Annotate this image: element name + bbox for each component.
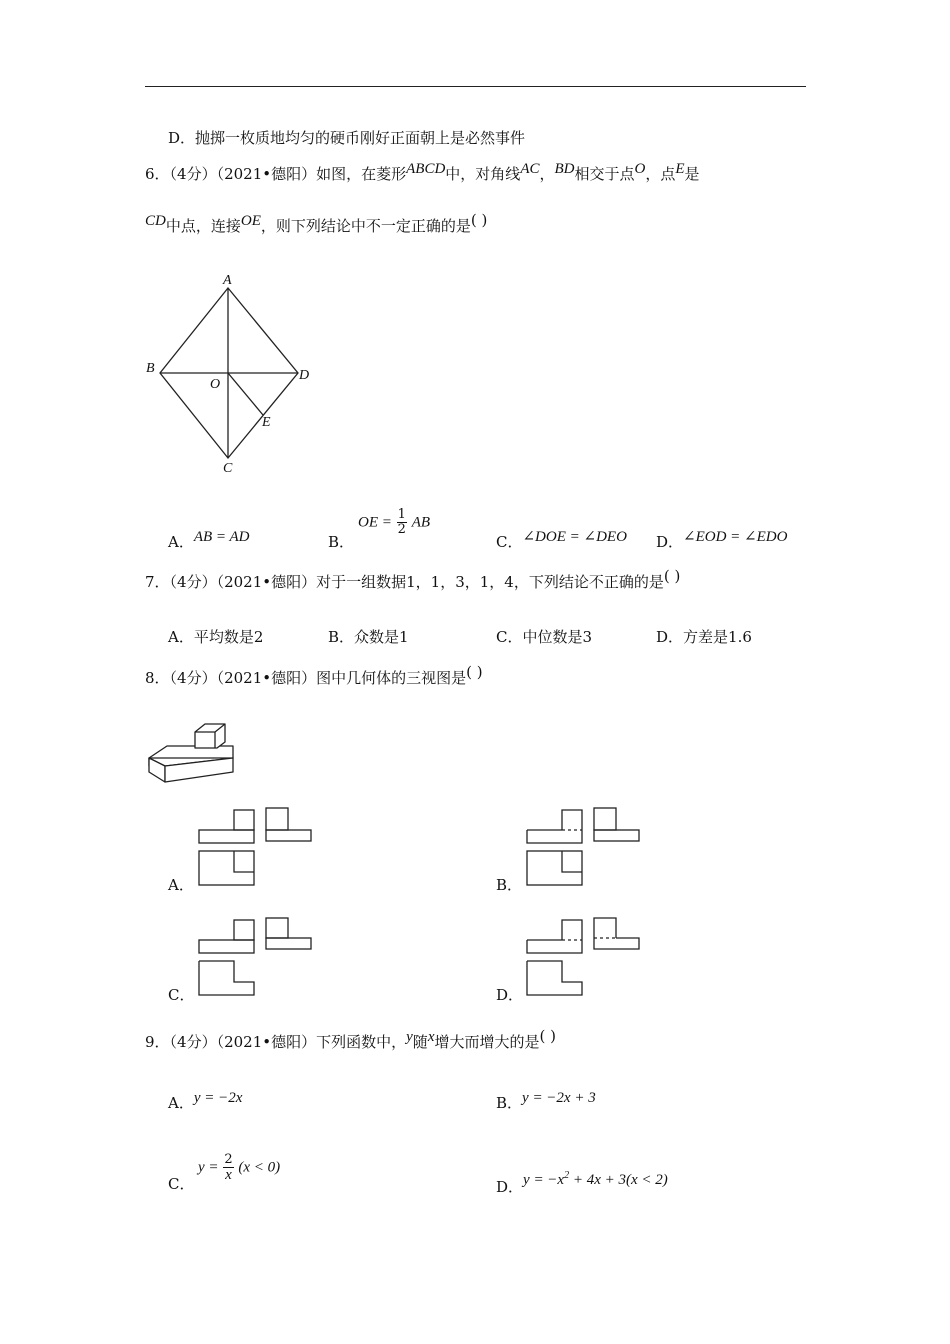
q9-option-c-math: y = $\frac{2}{x}$ (x < 0) [198, 1152, 281, 1183]
q6-stem-line1: 6．（4分）（2021•德阳）如图，在菱形ABCD中，对角线AC，BD相交于点O，点E是 [145, 161, 700, 183]
label-E: E [262, 415, 271, 430]
rhombus-figure [140, 268, 330, 478]
q9-option-a[interactable]: A．y = −2x [168, 1090, 243, 1112]
q6-stem-line2: CD中点，连接OE，则下列结论中不一定正确的是( ) [145, 211, 488, 235]
q9-option-b[interactable]: B．y = −2x + 3 [496, 1090, 596, 1112]
math-abcd: ABCD [406, 161, 446, 177]
math-o: O [634, 161, 646, 177]
q6-option-c[interactable]: C．∠DOE = ∠DEO [496, 529, 627, 551]
q8-views-b [523, 805, 648, 890]
q7-option-b[interactable]: B．众数是1 [328, 628, 409, 646]
q7-stem: 7．（4分）（2021•德阳）对于一组数据1，1，3，1，4，下列结论不正确的是( ) [145, 567, 681, 591]
q6-option-a[interactable]: A．AB = AD [168, 529, 250, 551]
q7-option-a[interactable]: A．平均数是2 [168, 628, 264, 646]
label-A: A [223, 273, 232, 288]
q8-option-d[interactable]: D． [496, 986, 524, 1004]
answer-paren: ( ) [470, 211, 488, 229]
math-y: y [406, 1029, 413, 1045]
q8-views-d [523, 915, 648, 1000]
q8-option-b[interactable]: B． [496, 876, 523, 894]
label-D: D [299, 368, 310, 383]
answer-paren: ( ) [466, 663, 483, 681]
math-ac: AC [520, 161, 540, 177]
math-x: x [427, 1029, 435, 1045]
q8-stem: 8．（4分）（2021•德阳）图中几何体的三视图是( ) [145, 663, 483, 687]
q5-option-d: D．抛掷一枚质地均匀的硬币刚好正面朝上是必然事件 [168, 129, 526, 147]
label-O: O [210, 377, 221, 392]
q6-option-b-math: OE = $\frac{1}{2}$ AB [358, 507, 431, 537]
q9-option-d[interactable]: D．$y = -x^2 + 4x + 3(x < 2)$ [496, 1170, 668, 1196]
math-bd: BD [554, 161, 575, 177]
q9-stem: 9．（4分）（2021•德阳）下列函数中，y随x增大而增大的是( ) [145, 1027, 556, 1051]
q8-option-c[interactable]: C． [168, 986, 195, 1004]
q8-views-c [195, 915, 320, 1000]
math-cd: CD [145, 213, 166, 229]
math-oe: OE [240, 213, 261, 229]
q7-option-c[interactable]: C．中位数是3 [496, 628, 593, 646]
q8-views-a [195, 805, 320, 890]
label-C: C [223, 461, 233, 476]
q9-option-c-label[interactable]: C． [168, 1175, 195, 1193]
answer-paren: ( ) [663, 567, 681, 585]
q6-option-d[interactable]: D．∠EOD = ∠EDO [656, 529, 788, 551]
label-B: B [146, 361, 155, 376]
solid-figure [145, 720, 245, 785]
q6-number: 6．（4分）（2021•德阳）如图，在菱形 [145, 165, 407, 183]
q7-option-d[interactable]: D．方差是1.6 [656, 628, 752, 646]
math-e: E [675, 161, 685, 177]
header-rule [145, 86, 806, 87]
answer-paren: ( ) [539, 1027, 556, 1045]
segment-oe [228, 373, 263, 415]
q6-option-b-label[interactable]: B． [328, 533, 355, 551]
q8-option-a[interactable]: A． [168, 876, 194, 894]
